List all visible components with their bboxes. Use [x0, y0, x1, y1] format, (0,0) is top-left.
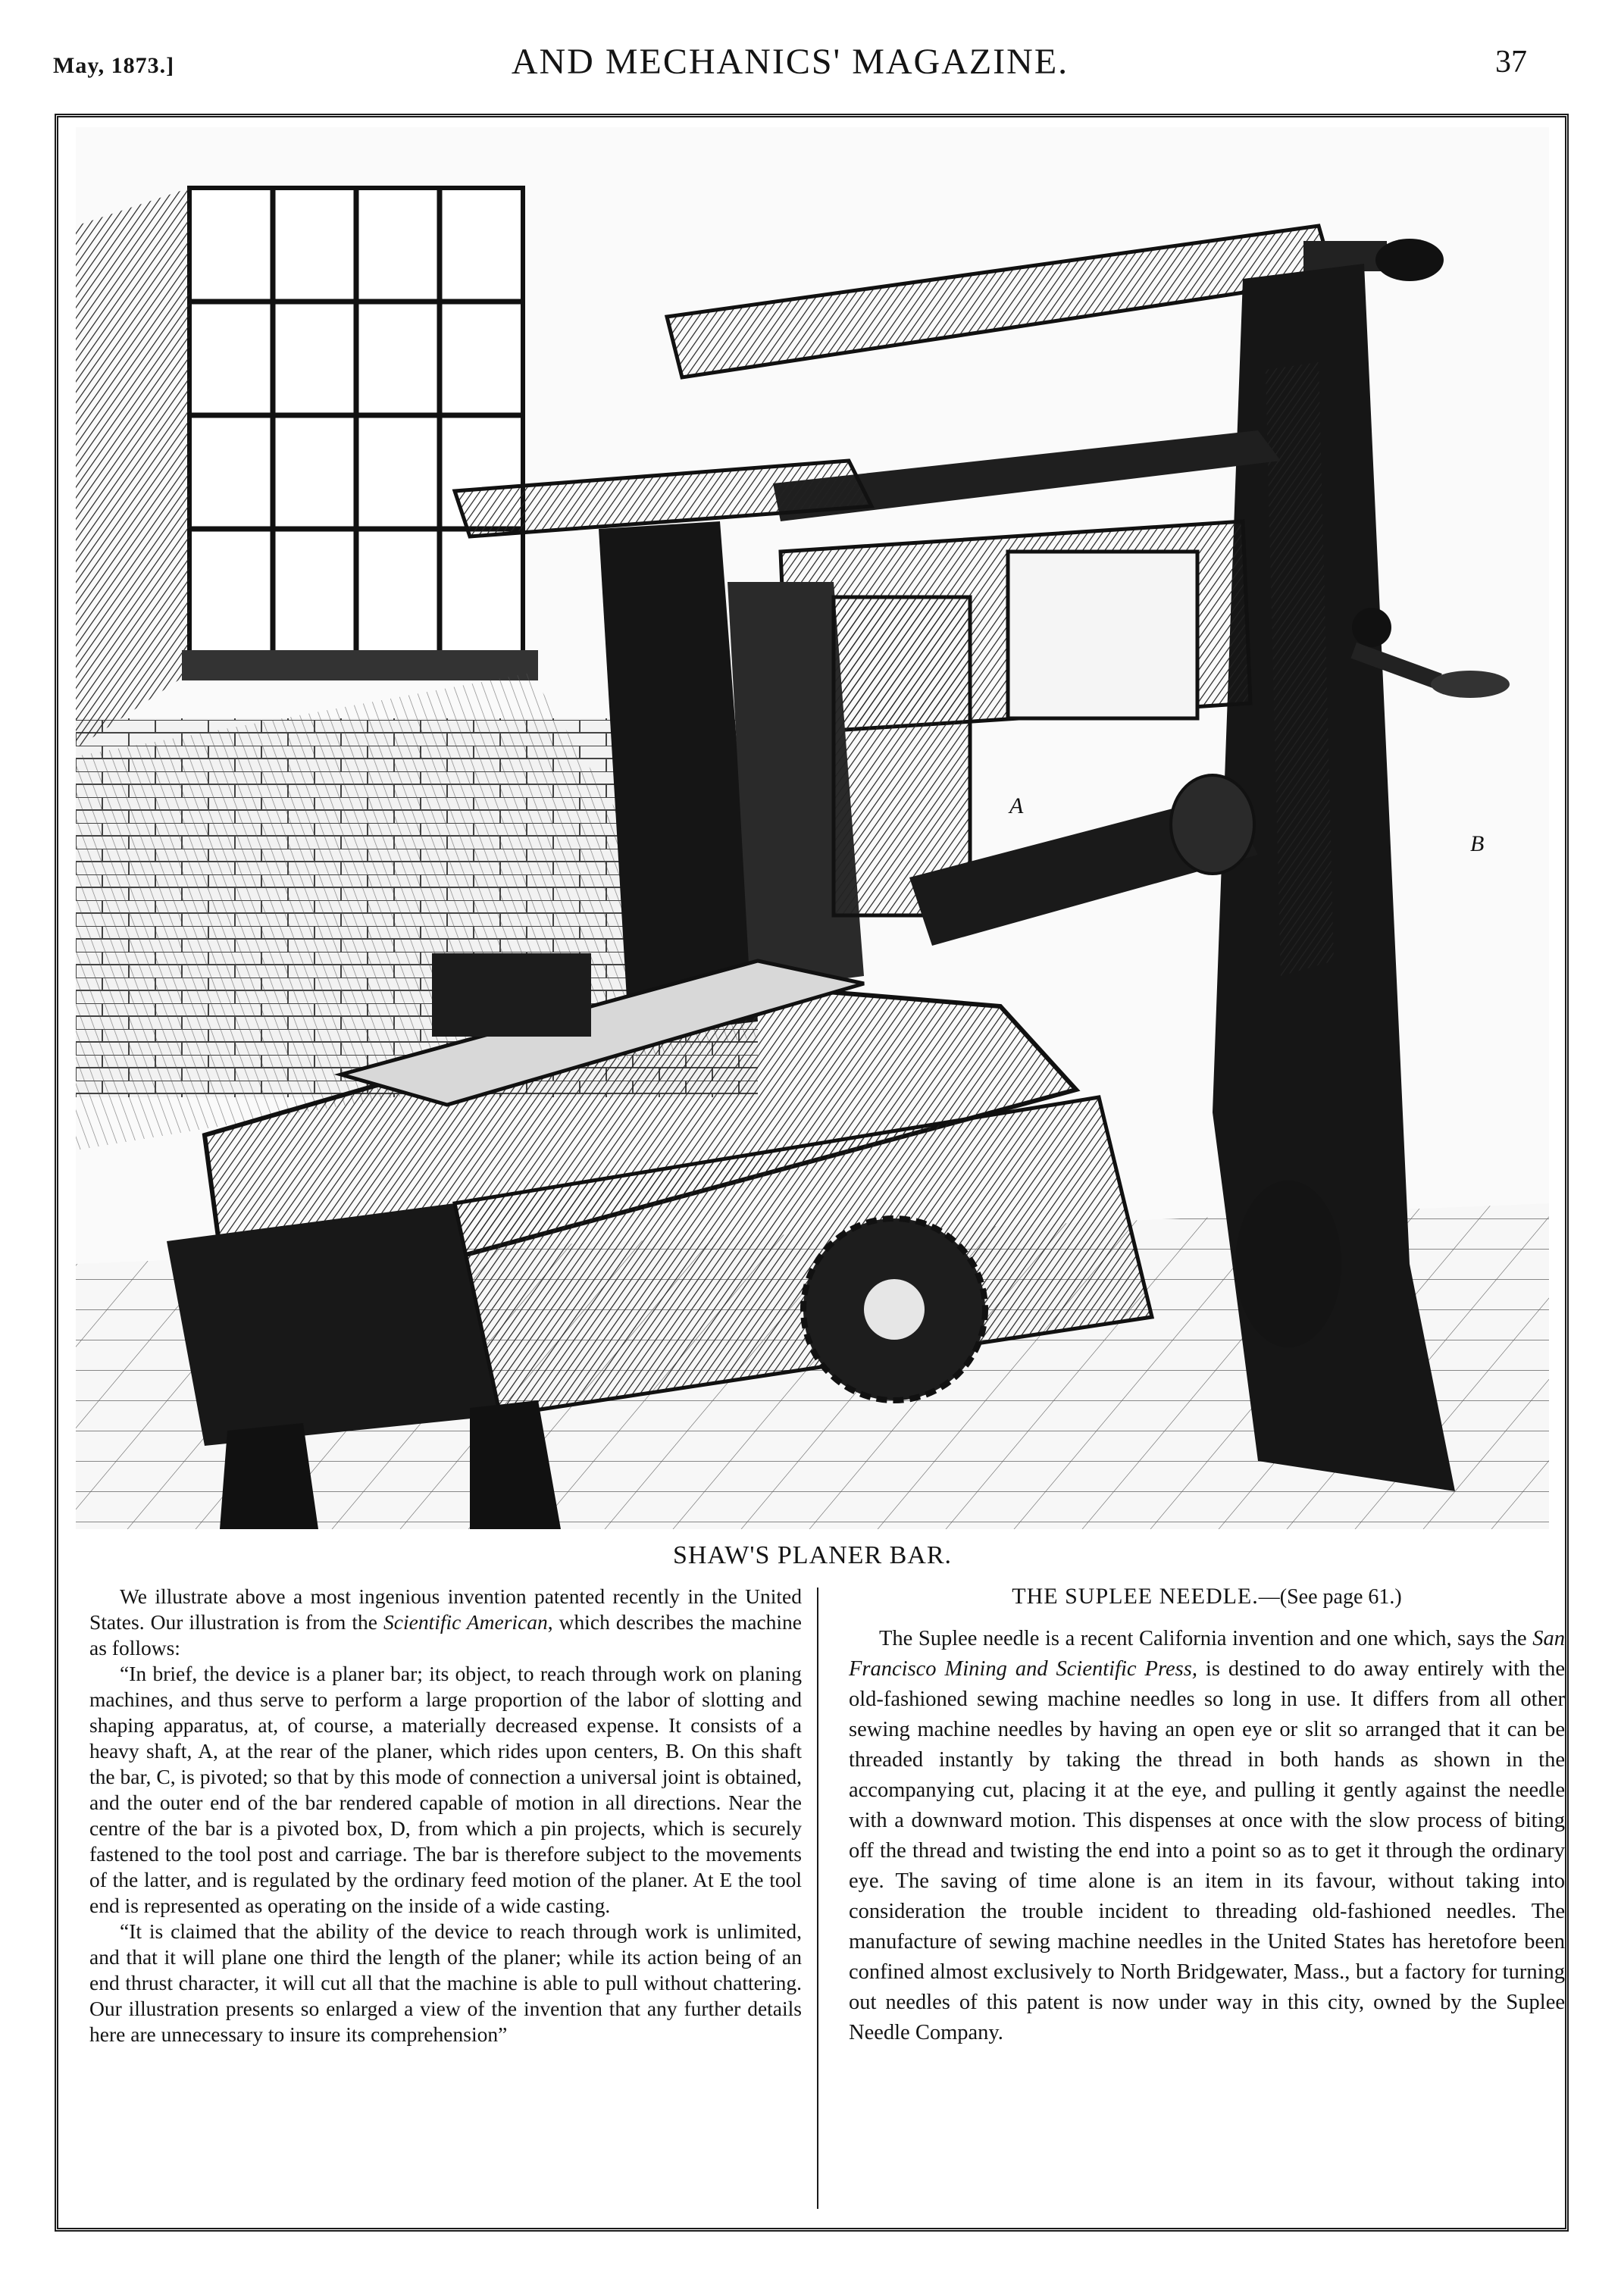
source-title: Scientific American	[383, 1610, 548, 1634]
planer-machine-engraving	[76, 127, 1549, 1529]
engraving-illustration	[76, 127, 1549, 1529]
issue-date: May, 1873.]	[53, 53, 175, 78]
figure-caption: SHAW'S PLANER BAR.	[672, 1541, 953, 1569]
source-title: San Francisco Mining and Scientific Press,	[849, 1627, 1565, 1681]
window	[76, 188, 538, 749]
callout-b: B	[1470, 831, 1485, 856]
planer-bar-article	[89, 1584, 802, 2047]
running-head	[53, 30, 1527, 91]
article-paragraph: The Suplee needle is a recent California invention and one which, says the San Francisco Mining and Scientific Press, is destined to do away entirely with the old-fashioned sewing machine needles so long in use. It differs from all other sewing machine needles by having an open eye or slit so arranged that it can be threaded instantly by taking the thread in both hands as shown in the accompanying cut, placing it at the eye, and pulling it gently against the needle with a downward motion. This dispenses at once with the slow process of biting off the thread and twisting the end into a point so as to get it through the ordinary eye. The saving of time alone is an item in its favour, without taking into consideration the trouble incident to threading old-fashioned needles. The manufacture of sewing machine needles in the United States has heretofore been confined almost exclusively to North Bridgewater, Mass., but a factory for turning out needles of this patent is now under way in this city, owned by the Suplee Needle Company.	[849, 1627, 1565, 2044]
article-paragraph: “It is claimed that the ability of the device to reach through work is unlimited, and that it will plane one third the length of the planer; while its action being of an end thrust character, it will cut all that the machine is able to pull without chattering. Our illustration presents so enlarged a view of the invention that any further details here are unnecessary to insure its comprehension”	[89, 1919, 802, 2046]
page-number: 37	[1495, 45, 1527, 80]
column-rule	[817, 1587, 818, 2209]
article-paragraph: We illustrate above a most ingenious invention patented recently in the United States. Our illustration is from the Scientific American, which describes the machine as follows:	[89, 1584, 803, 1659]
article-heading: THE SUPLEE NEEDLE.—(See page 61.)	[1012, 1584, 1402, 1609]
article-paragraph: “In brief, the device is a planer bar; its object, to reach through work on planing machines, and thus serve to perform a large proportion of the labor of slotting and shaping apparatus, at, of course, a materially decreased expense. It consists of a heavy shaft, A, at the rear of the planer, which rides upon centers, B. On this shaft the bar, C, is pivoted; so that by this mode of connection a universal joint is obtained, and the outer end of the bar rendered capable of motion in all directions. Near the centre of the bar is a pivoted box, D, from which a pin projects, which is securely fastened to the tool post and carriage. The bar is therefore subject to the movements of the latter, and is regulated by the ordinary feed motion of the planer. At E the tool end is represented as operating on the inside of a wide casting.	[89, 1662, 802, 1917]
magazine-title: AND MECHANICS' MAGAZINE.	[511, 42, 1069, 82]
page-reference: —(See page 61.)	[1258, 1585, 1402, 1609]
callout-a: A	[1009, 793, 1024, 818]
suplee-needle-article	[849, 1584, 1565, 2048]
